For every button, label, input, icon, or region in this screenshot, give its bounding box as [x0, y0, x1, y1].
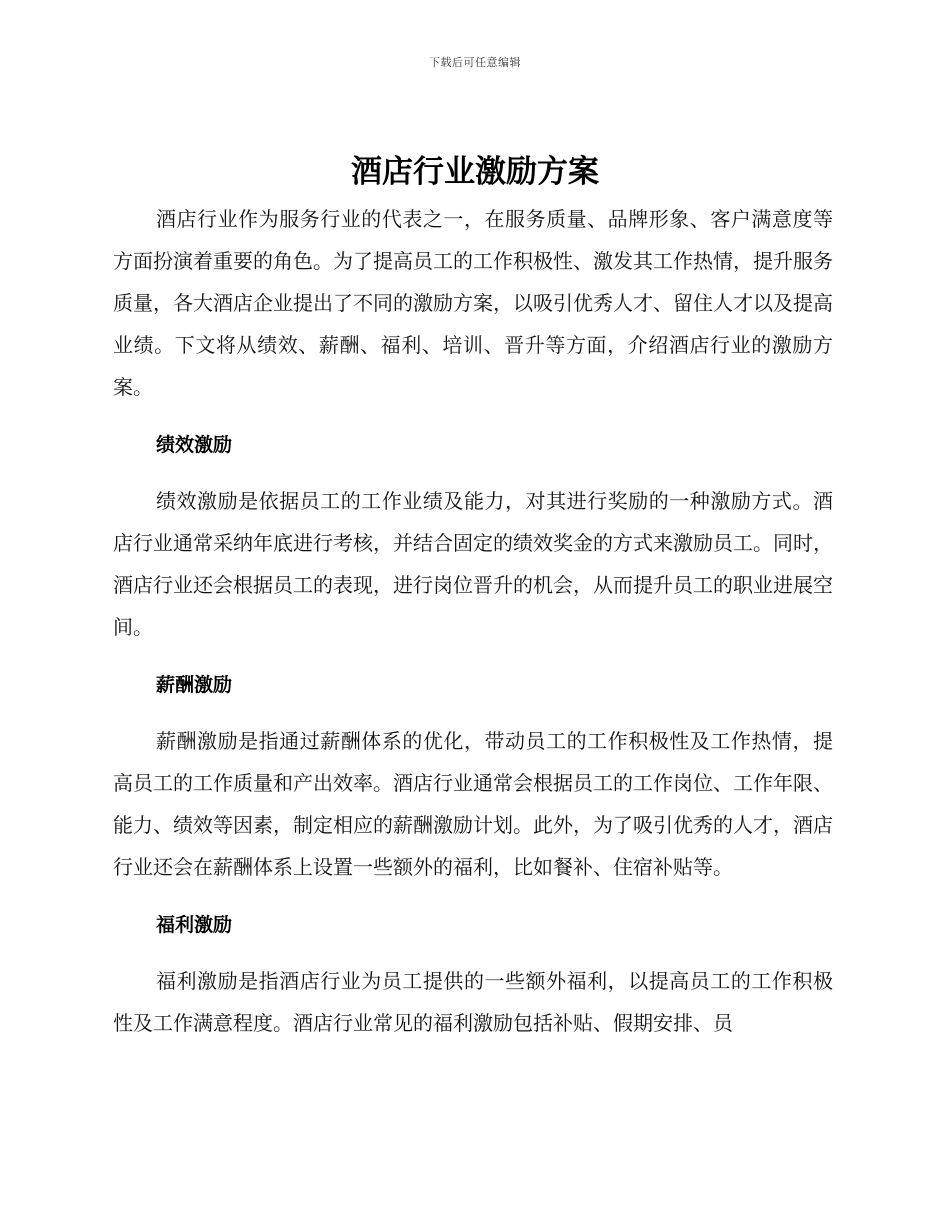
section-heading-welfare: 福利激励	[156, 914, 233, 936]
intro-paragraph: 酒店行业作为服务行业的代表之一，在服务质量、品牌形象、客户满意度等方面扮演着重要的角色。为了提高员工的工作积极性、激发其工作热情，提升服务质量，各大酒店企业提出了不同的激励方案，以吸引优秀人才、留住人才以及提高业绩。下文将从绩效、薪酬、福利、培训、晋升等方面，介绍酒店行业的激励方案。	[113, 207, 833, 399]
section-body-performance: 绩效激励是依据员工的工作业绩及能力，对其进行奖励的一种激励方式。酒店行业通常采纳年底进行考核，并结合固定的绩效奖金的方式来激励员工。同时，酒店行业还会根据员工的表现，进行岗位晋升的机会，从而提升员工的职业进展空间。	[113, 489, 833, 639]
document-body	[113, 198, 833, 1044]
document-title: 酒店行业激励方案	[351, 154, 599, 190]
header-note: 下载后可任意编辑	[429, 56, 521, 69]
section-body-salary: 薪酬激励是指通过薪酬体系的优化，带动员工的工作积极性及工作热情，提高员工的工作质量和产出效率。酒店行业通常会根据员工的工作岗位、工作年限、能力、绩效等因素，制定相应的薪酬激励计划。此外，为了吸引优秀的人才，酒店行业还会在薪酬体系上设置一些额外的福利，比如餐补、住宿补贴等。	[113, 729, 833, 879]
section-heading-performance: 绩效激励	[156, 434, 233, 456]
section-heading-salary: 薪酬激励	[156, 674, 233, 696]
section-body-welfare: 福利激励是指酒店行业为员工提供的一些额外福利，以提高员工的工作积极性及工作满意程度。酒店行业常见的福利激励包括补贴、假期安排、员	[113, 969, 833, 1035]
